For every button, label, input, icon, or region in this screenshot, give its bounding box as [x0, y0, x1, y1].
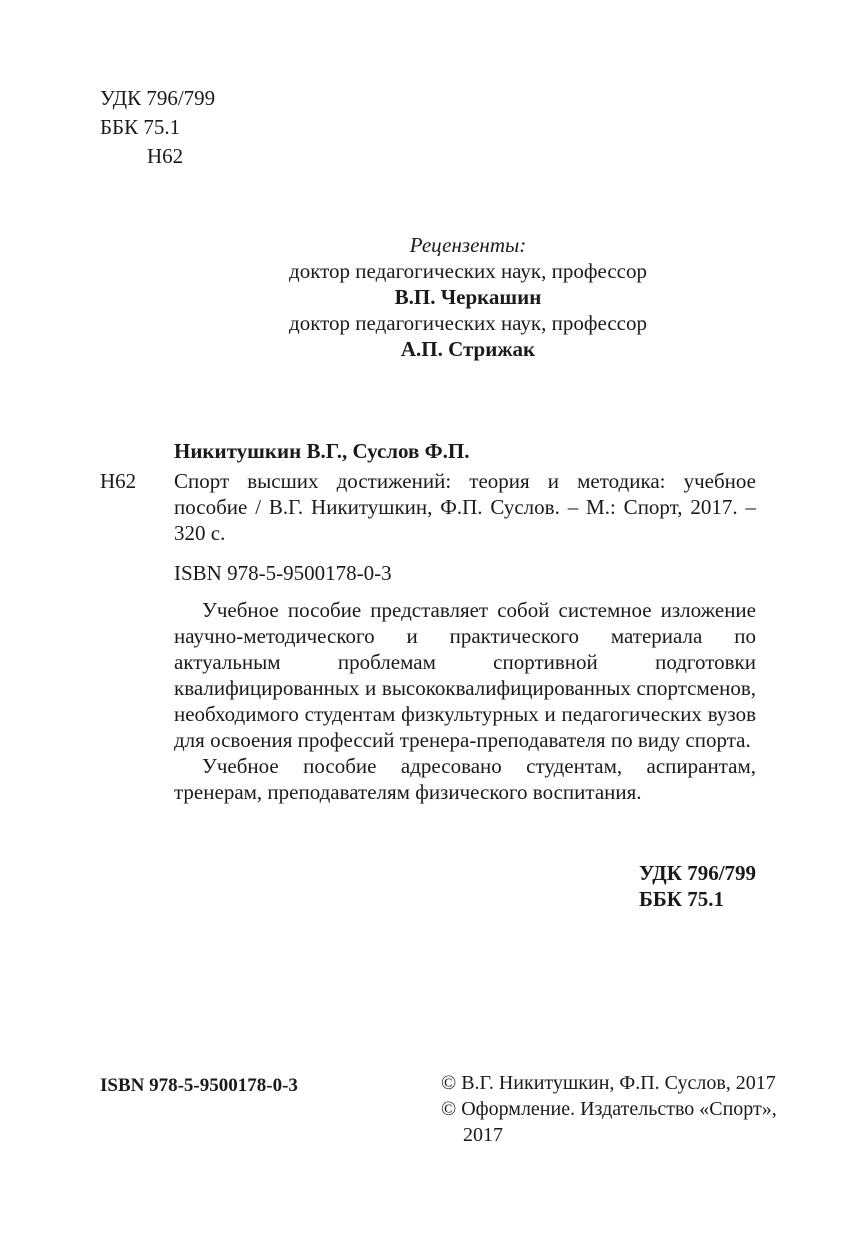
annotation — [174, 597, 756, 805]
bbk-code: ББК 75.1 — [100, 115, 181, 139]
bibliographic-description: Спорт высших достижений: теория и методика: учебное пособие / В.Г. Никитушкин, Ф.П. Суслов. – М.: Спорт, 2017. – 320 с. — [174, 469, 756, 545]
author-mark: Н62 — [147, 144, 184, 168]
footer-isbn: ISBN 978-5-9500178-0-3 — [100, 1075, 298, 1096]
copyright-design: © Оформление. Издательство «Спорт», — [441, 1098, 777, 1120]
catalog-author-mark: Н62 — [100, 469, 137, 493]
reviewers-block — [248, 232, 688, 362]
copyright-authors: © В.Г. Никитушкин, Ф.П. Суслов, 2017 — [441, 1072, 776, 1094]
reviewers-heading: Рецензенты: — [409, 233, 527, 257]
reviewer-name: А.П. Стрижак — [400, 337, 536, 361]
udk-code: УДК 796/799 — [100, 86, 216, 110]
annotation-paragraph: Учебное пособие адресовано студентам, аспирантам, тренерам, преподавателям физического воспитания. — [174, 754, 756, 804]
classification-codes — [100, 84, 215, 171]
catalog-authors: Никитушкин В.Г., Суслов Ф.П. — [174, 439, 470, 463]
annotation-paragraph: Учебное пособие представляет собой системное изложение научно-методического и практического материала по актуальным проблемам спортивной подготовки квалифицированных и высококвалифицированных спортсменов, необходимого студентам физкультурных и педагогических вузов для освоения профессий тренера-преподавателя по виду спорта. — [174, 598, 756, 752]
footer-bbk-code: ББК 75.1 — [639, 887, 724, 911]
footer-udk-code: УДК 796/799 — [639, 861, 757, 885]
copyright-block — [441, 1070, 777, 1148]
reviewer-name: В.П. Черкашин — [394, 285, 542, 309]
reviewer-degree: доктор педагогических наук, профессор — [289, 259, 647, 283]
reviewer-degree: доктор педагогических наук, профессор — [289, 311, 647, 335]
footer-classification-codes — [639, 860, 756, 912]
copyright-design-year: 2017 — [463, 1124, 503, 1146]
catalog-isbn: ISBN 978-5-9500178-0-3 — [174, 561, 392, 585]
